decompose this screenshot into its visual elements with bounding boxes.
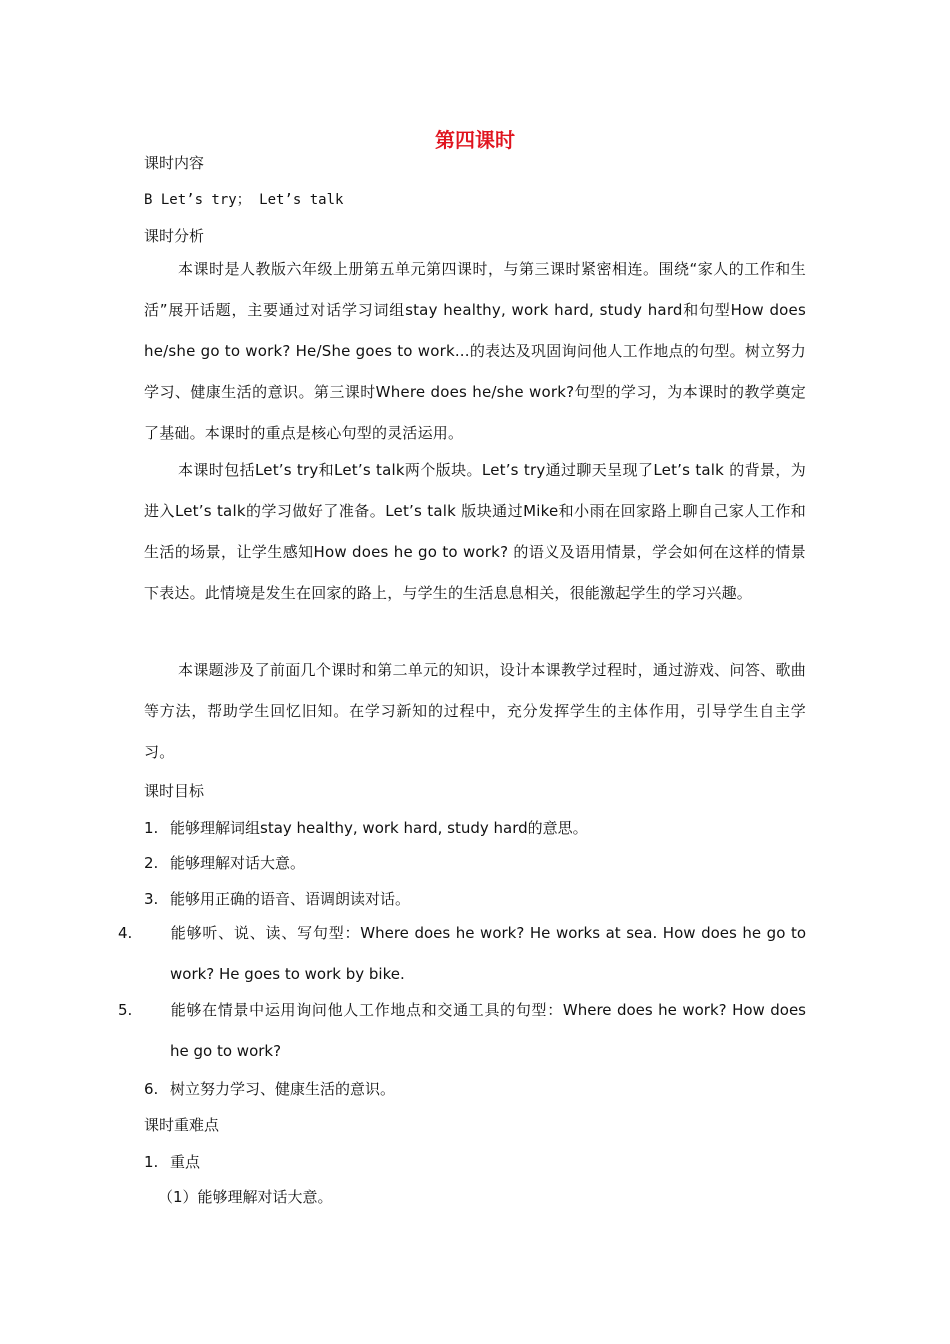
- key-point-number: 1.: [144, 1153, 159, 1171]
- key-point-item: [144, 1151, 806, 1172]
- goal-number: 2.: [144, 854, 159, 872]
- goal-text: 能够听、说、读、写句型：Where does he work? He works at sea. How does he go to work? He goes to work by bike.: [170, 924, 806, 983]
- analysis-paragraph-1: 本课时是人教版六年级上册第五单元第四课时，与第三课时紧密相连。围绕“家人的工作和生活”展开话题，主要通过对话学习词组stay healthy, work hard, study hard和句型How does he/she go to work? He/She goes to work...的表达及巩固询问他人工作地点的句型。树立努力学习、健康生活的意识。第三课时Where does he/she work?句型的学习，为本课时的教学奠定了基础。本课时的重点是核心句型的灵活运用。: [144, 260, 806, 442]
- goal-text: 树立努力学习、健康生活的意识。: [170, 1080, 396, 1098]
- goal-number: 4.: [118, 924, 133, 942]
- goal-text: 能够理解词组stay healthy, work hard, study hard的意思。: [170, 819, 588, 837]
- analysis-paragraph-2: 本课时包括Let’s try和Let’s talk两个版块。Let’s try通过聊天呈现了Let’s talk 的背景，为进入Let’s talk的学习做好了准备。Let’s talk 版块通过Mike和小雨在回家路上聊自己家人工作和生活的场景，让学生感知How does he go to work? 的语义及语用情景，学会如何在这样的情景下表达。此情境是发生在回家的路上，与学生的生活息息相关，很能激起学生的学习兴趣。: [144, 461, 806, 602]
- section-heading-analysis: 课时分析: [144, 227, 205, 245]
- goal-item: [144, 817, 806, 838]
- goal-item: [144, 888, 806, 909]
- content-text: B Let’s try； Let’s talk: [144, 192, 344, 208]
- key-point-text: 重点: [170, 1153, 201, 1171]
- section-heading-goals: 课时目标: [144, 782, 205, 800]
- goal-number: 3.: [144, 890, 159, 908]
- goal-item: [118, 913, 806, 995]
- section-heading-key-points: 课时重难点: [144, 1116, 220, 1134]
- page-title: 第四课时: [435, 128, 515, 152]
- analysis-paragraph-3: 本课题涉及了前面几个课时和第二单元的知识，设计本课教学过程时，通过游戏、问答、歌曲等方法，帮助学生回忆旧知。在学习新知的过程中，充分发挥学生的主体作用，引导学生自主学习。: [144, 661, 806, 761]
- goal-text: 能够理解对话大意。: [170, 854, 306, 872]
- section-heading-content: 课时内容: [144, 154, 205, 172]
- goal-text: 能够用正确的语音、语调朗读对话。: [170, 890, 411, 908]
- key-point-sub-item: （1）能够理解对话大意。: [158, 1188, 333, 1206]
- goal-item: [144, 852, 806, 873]
- goal-number: 1.: [144, 819, 159, 837]
- goal-number: 5.: [118, 1001, 133, 1019]
- goal-item: [118, 990, 806, 1072]
- goal-text: 能够在情景中运用询问他人工作地点和交通工具的句型：Where does he work? How does he go to work?: [170, 1001, 806, 1060]
- goal-number: 6.: [144, 1080, 159, 1098]
- goal-item: [144, 1078, 806, 1099]
